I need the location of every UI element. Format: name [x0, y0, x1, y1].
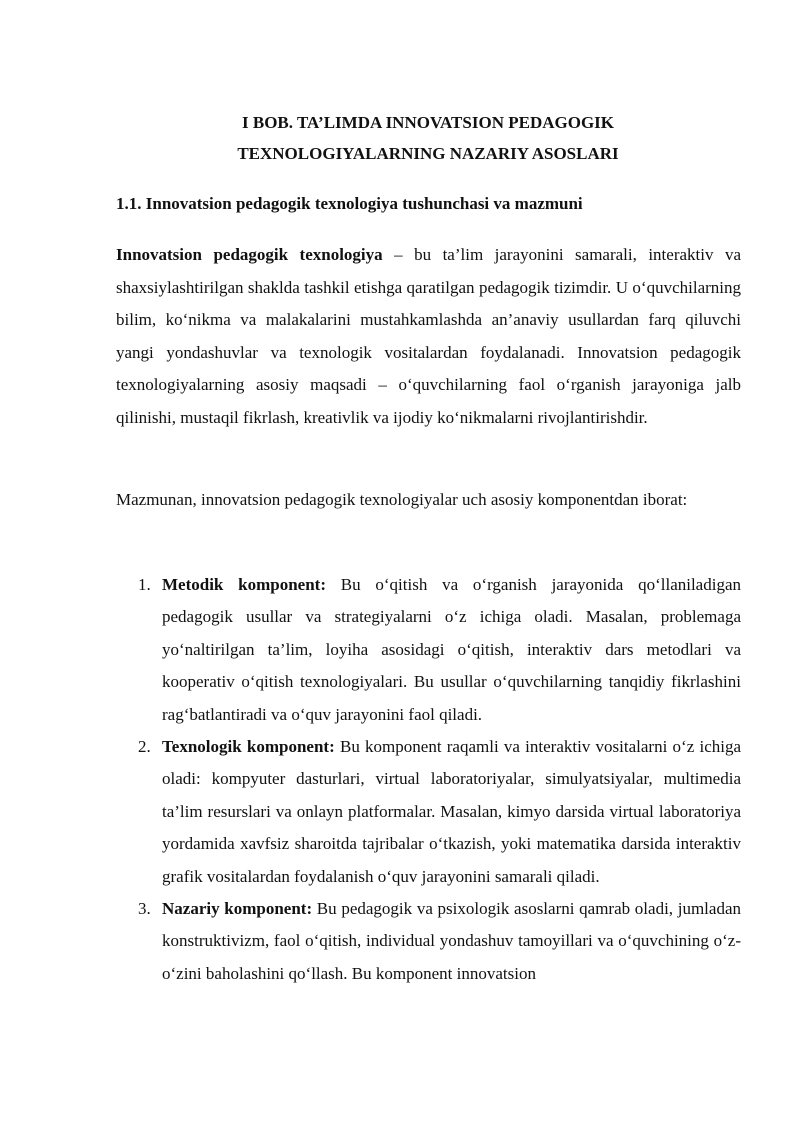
component-name: Metodik komponent: [162, 575, 326, 594]
component-name: Nazariy komponent: [162, 899, 313, 919]
definition-term: Innovatsion pedagogik texnologiya [116, 245, 383, 264]
component-name: Texnologik komponent: [162, 737, 335, 757]
list-item-number: 1. [138, 575, 151, 594]
components-list [116, 569, 741, 990]
chapter-title [100, 107, 756, 169]
component-text: Bu o‘qitish va o‘rganish jarayonida qo‘llaniladigan pedagogik usullar va strategiyalarni o‘z ichiga oladi. Masalan, problemaga yo‘naltirilgan ta’lim, loyiha asosidagi o‘qitish, interaktiv dars metodlari va kooperativ o‘qitish texnologiyalari. Bu usullar o‘quvchilarning tanqidiy fikrlashini rag‘batlantiradi va o‘quv jarayonini faol qiladi. [162, 575, 741, 724]
component-text: Bu komponent raqamli va interaktiv vositalarni o‘z ichiga oladi: kompyuter dasturlari, virtual laboratoriyalar, simulyatsiyalar, multimedia ta’lim resurslari va onlayn platformalar. Masalan, kimyo darsida virtual laboratoriya yordamida xavfsiz sharoitda tajribalar o‘tkazish, yoki matematika darsida interaktiv grafik vositalardan foydalanish o‘quv jarayonini samarali qiladi. [162, 737, 742, 886]
list-item-number: 3. [138, 899, 151, 919]
component-text: Bu pedagogik va psixologik asoslarni qamrab oladi, jumladan konstruktivizm, faol o‘qitish, individual yondashuv tamoyillari va o‘quvchining o‘z-o‘zini baholashini qo‘llash. Bu komponent innovatsion [162, 899, 741, 983]
list-item-number: 2. [138, 737, 151, 757]
list-item [116, 731, 741, 893]
chapter-title-line1: I BOB. TA’LIMDA INNOVATSION PEDAGOGIK [241, 113, 615, 132]
list-item [116, 569, 741, 731]
definition-paragraph [116, 239, 741, 434]
definition-text: – bu ta’lim jarayonini samarali, interaktiv va shaxsiylashtirilgan shaklda tashkil etishga qaratilgan pedagogik tizimdir. U o‘quvchilarning bilim, ko‘nikma va malakalarini mustahkamlashda an’anaviy usullardan farq qiluvchi yangi yondashuvlar va texnologik vositalardan foydalanadi. Innovatsion pedagogik texnologiyalarning asosiy maqsadi – o‘quvchilarning faol o‘rganish jarayoniga jalb qilinishi, mustaqil fikrlash, kreativlik va ijodiy ko‘nikmalarni rivojlantirishdir. [116, 245, 741, 427]
section-title: 1.1. Innovatsion pedagogik texnologiya tushunchasi va mazmuni [116, 194, 583, 213]
list-item [116, 893, 741, 990]
chapter-title-line2: TEXNOLOGIYALARNING NAZARIY ASOSLARI [237, 144, 619, 163]
intro-paragraph: Mazmunan, innovatsion pedagogik texnologiyalar uch asosiy komponentdan iborat: [116, 490, 688, 509]
